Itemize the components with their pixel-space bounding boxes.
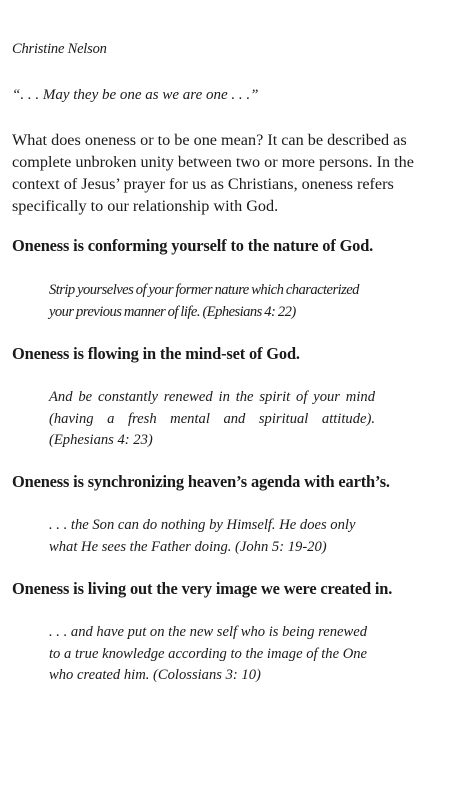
scripture-quote-2: And be constantly renewed in the spirit of your mind (having a fresh mental and spiritual attitude). (Ephesians 4: 23) xyxy=(49,389,375,448)
section-heading-3: Oneness is synchronizing heaven’s agenda with earth’s. xyxy=(12,472,390,491)
scripture-quote-3 xyxy=(49,515,375,558)
quote-line: your previous manner of life. (Ephesians 4: 22) xyxy=(49,303,296,320)
section-heading-4: Oneness is living out the very image we were created in. xyxy=(12,579,393,598)
author-name: Christine Nelson xyxy=(12,41,107,57)
quote-line: to a true knowledge according to the image of the One xyxy=(49,645,368,662)
quote-line: . . . and have put on the new self who is being renewed xyxy=(49,624,368,640)
quote-line: . . . the Son can do nothing by Himself. He does only xyxy=(49,517,356,533)
scripture-quote-1 xyxy=(49,280,375,323)
scripture-quote-4 xyxy=(49,622,375,687)
epigraph-quote: “. . . May they be one as we are one . . .” xyxy=(12,87,259,103)
section-heading-2: Oneness is flowing in the mind-set of God. xyxy=(12,344,300,363)
section-heading-1: Oneness is conforming yourself to the nature of God. xyxy=(12,236,374,255)
quote-line: who created him. (Colossians 3: 10) xyxy=(49,667,261,683)
quote-line: Strip yourselves of your former nature which characterized xyxy=(49,282,359,298)
intro-paragraph: What does oneness or to be one mean? It can be described as complete unbroken unity between two or more persons. In the context of Jesus’ prayer for us as Christians, oneness refers specifically to our relationship with God. xyxy=(12,131,414,215)
quote-line: what He sees the Father doing. (John 5: 19-20) xyxy=(49,538,327,555)
